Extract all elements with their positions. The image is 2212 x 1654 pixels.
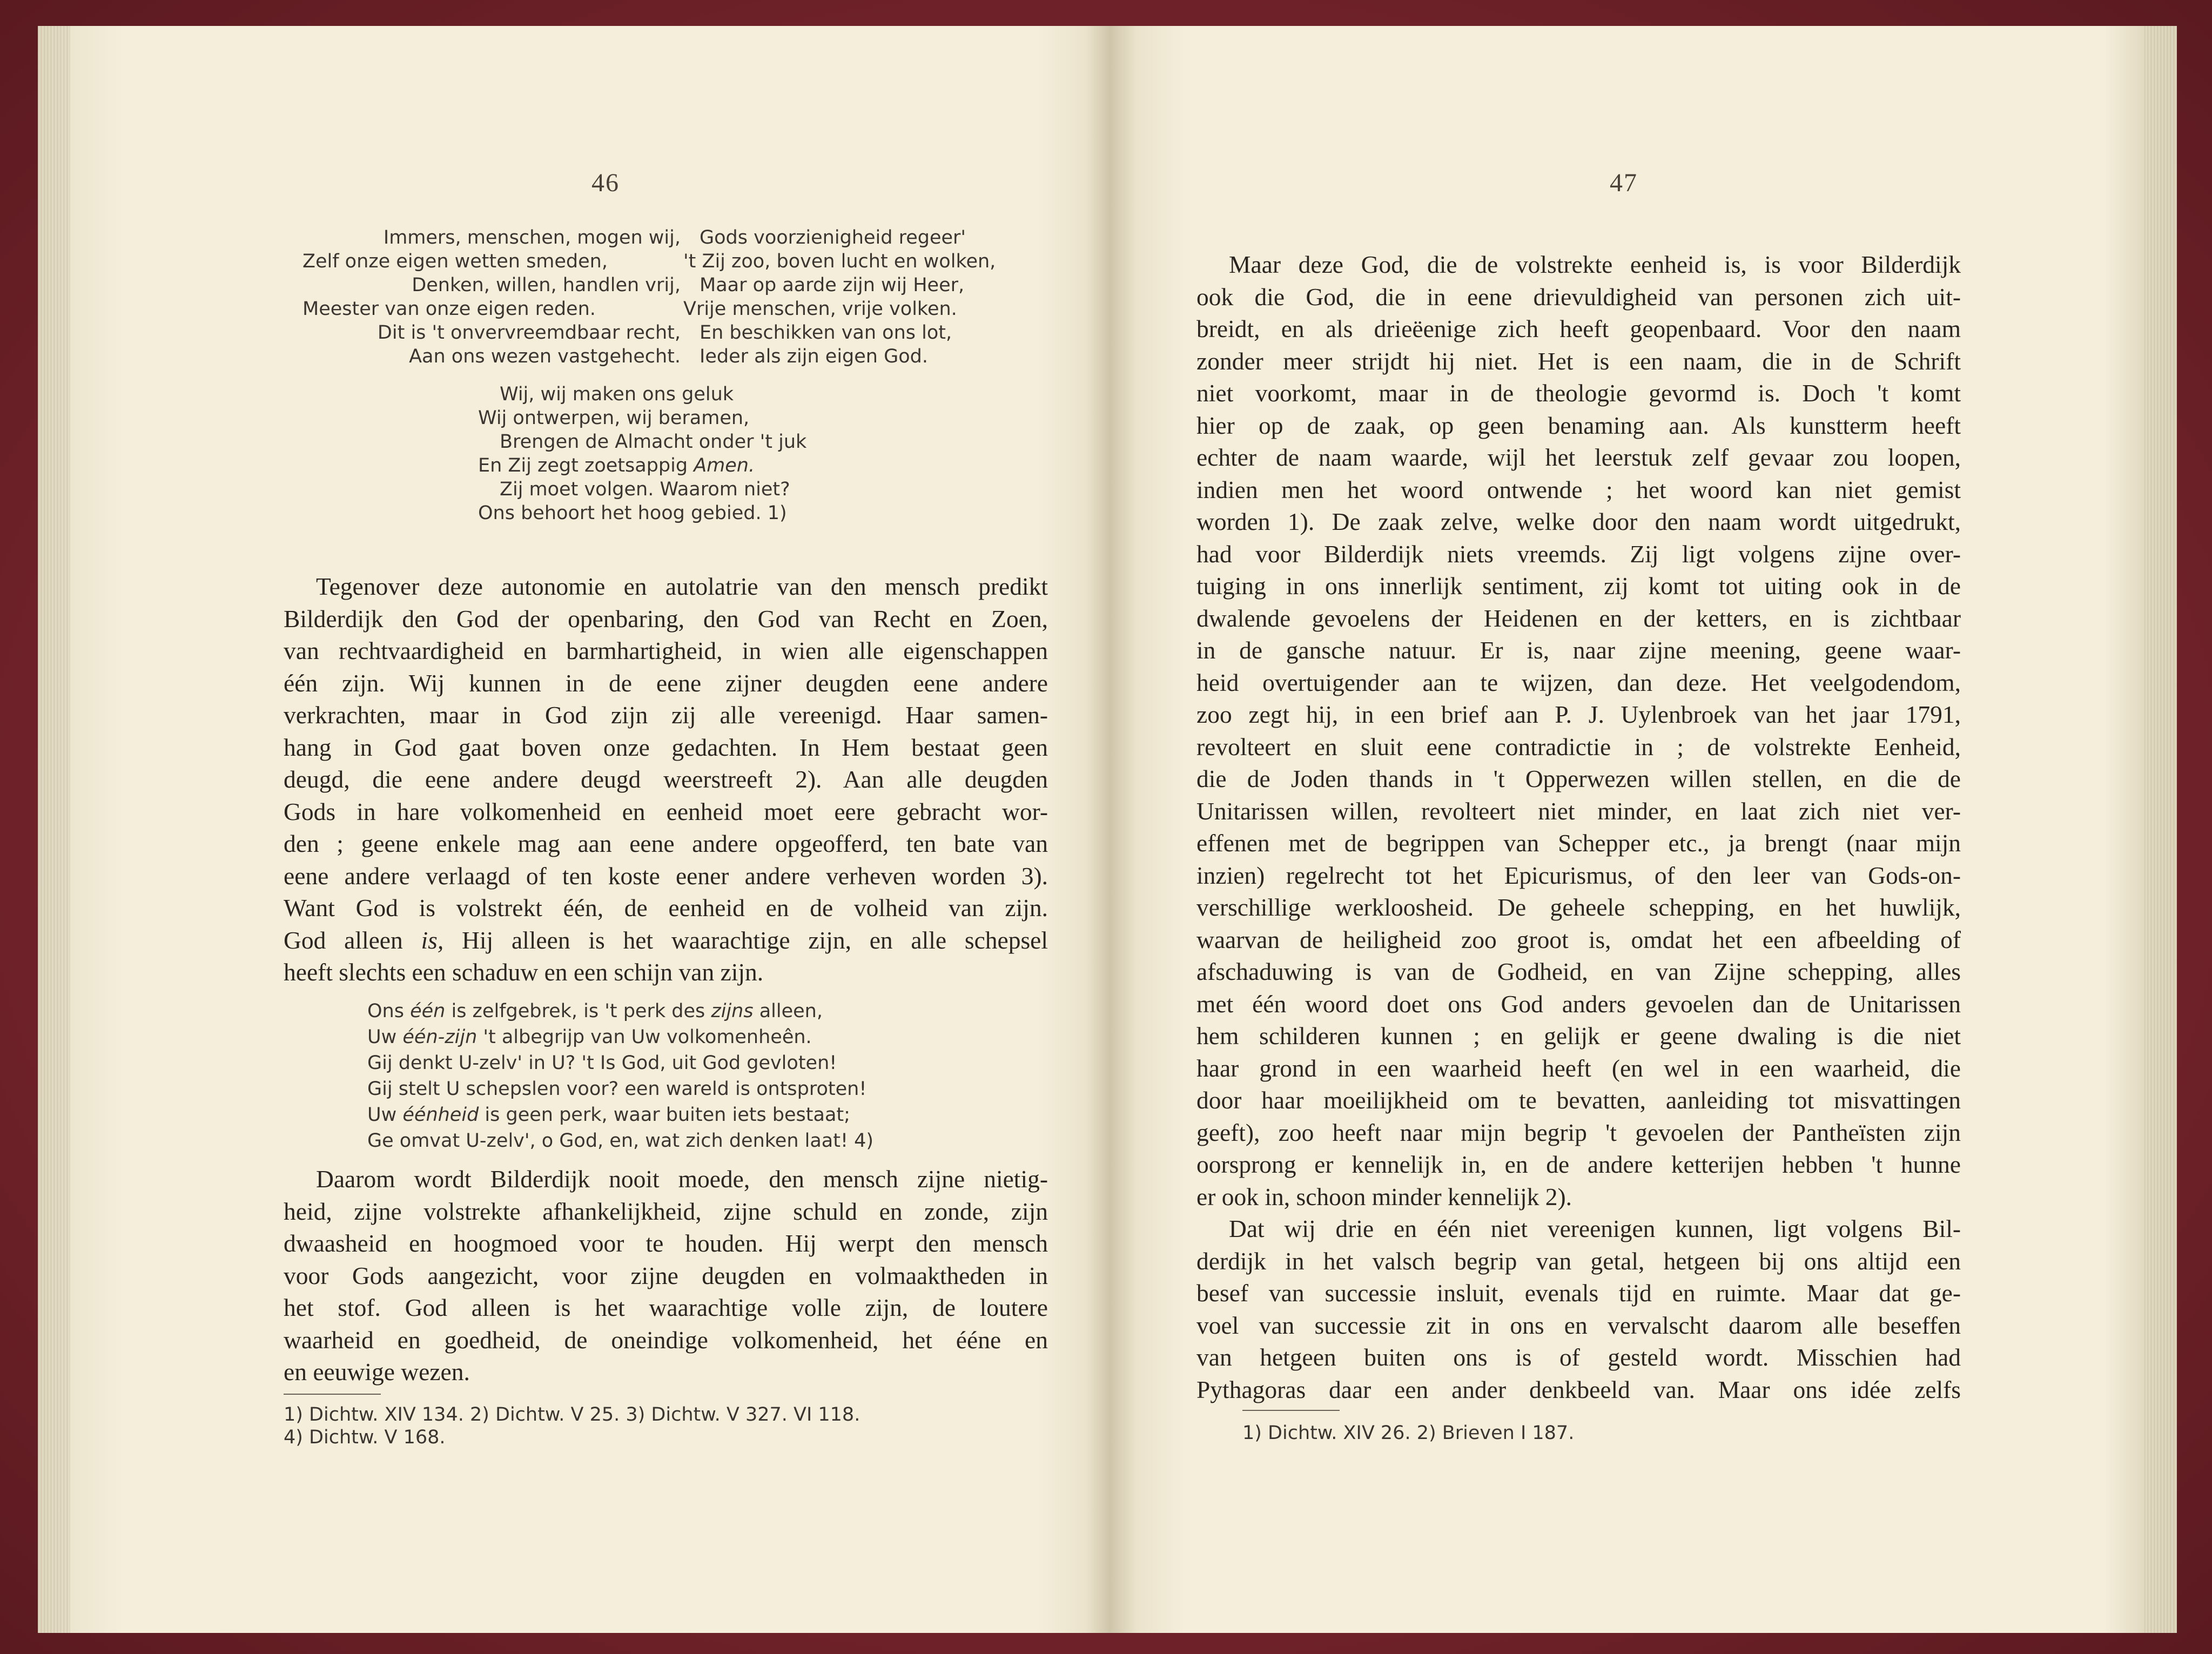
- paragraph-right-1: [1196, 248, 1961, 1406]
- verse-line: [367, 998, 873, 1024]
- verse-stanza-2: [367, 998, 873, 1154]
- footnote-rule: [1242, 1410, 1340, 1411]
- text-line: heid overtuigender aan te wijzen, dan deze. Het veelgodendom,: [1196, 668, 1961, 696]
- verse-line: [478, 454, 806, 478]
- text-line: Dat wij drie en één niet vereenigen kunnen, ligt volgens Bil-: [1229, 1215, 1961, 1242]
- verse-line: En beschikken van ons lot,: [700, 322, 952, 344]
- verse-line: Immers, menschen, mogen wij,: [383, 227, 681, 248]
- verse-line: Wij, wij maken ons geluk: [500, 384, 734, 405]
- text-line: revolteert en sluit eene contradictie in ; de volstrekte Eenheid,: [1196, 732, 1961, 761]
- text-line: één zijn. Wij kunnen in de eene zijner deugden eene andere: [284, 669, 1048, 697]
- text-line: hang in God gaat boven onze gedachten. In Hem bestaat geen: [284, 733, 1048, 761]
- text-run: Hij alleen is het waarachtige zijn, en alle schepsel: [462, 926, 1048, 954]
- verse-line: Maar op aarde zijn wij Heer,: [700, 274, 965, 296]
- verse-text: Uw: [367, 1026, 403, 1048]
- text-line: echter de naam waarde, wijl het leerstuk zelf gevaar zou loopen,: [1196, 443, 1961, 471]
- verse-text: alleen,: [753, 1000, 823, 1022]
- text-line: voel van successie zit in ons en vervalscht daarom alle beseffen: [1196, 1311, 1961, 1339]
- verse-line: Zij moet volgen. Waarom niet?: [500, 479, 790, 500]
- verse-line: Vrije menschen, vrije volken.: [683, 298, 957, 320]
- verse-italic: Amen.: [694, 455, 755, 476]
- verse-text: En Zij zegt zoetsappig: [478, 455, 688, 476]
- left-page: [38, 26, 1111, 1633]
- footnote-line: 1) Dichtw. XIV 26. 2) Brieven I 187.: [1242, 1422, 1575, 1444]
- verse-line: Gij denkt U-zelv' in U? 't Is God, uit God gevloten!: [367, 1052, 837, 1074]
- verse-italic: één: [410, 1000, 446, 1022]
- verse-text: is geen perk, waar buiten iets bestaat;: [479, 1104, 850, 1126]
- text-line: Bilderdijk den God der openbaring, den God van Recht en Zoen,: [284, 604, 1048, 633]
- paragraph-left-2: [284, 1163, 1048, 1388]
- text-line: haar grond in een waarheid heeft (en wel in een waarheid, die: [1196, 1054, 1961, 1082]
- verse-column-right: [683, 226, 996, 368]
- text-line: van rechtvaardigheid en barmhartigheid, in wien alle eigenschappen: [284, 637, 1048, 664]
- text-line: in de gansche natuur. Er is, naar zijne meening, geene waar-: [1196, 636, 1961, 664]
- verse-line: Wij ontwerpen, wij beramen,: [478, 407, 750, 429]
- text-line: Want God is volstrekt één, de eenheid en de volheid van zijn.: [284, 894, 1048, 922]
- text-line: eene andere verlaagd of ten koste eener andere verheven worden 3).: [284, 862, 1048, 890]
- text-line: deugd, die eene andere deugd weerstreeft 2). Aan alle deugden: [284, 765, 1048, 793]
- paragraph-left-1: [284, 570, 1048, 989]
- text-line: den ; geene enkele mag aan eene andere opgeofferd, ten bate van: [284, 830, 1048, 857]
- footnote-line: 1) Dichtw. XIV 134. 2) Dichtw. V 25. 3) Dichtw. V 327. VI 118.: [284, 1404, 860, 1426]
- text-line: voor Gods aangezicht, voor zijne deugden en volmaaktheden in: [284, 1261, 1048, 1289]
- verse-line: [367, 1024, 873, 1050]
- text-line: dwalende gevoelens der Heidenen en der ketters, en is zichtbaar: [1196, 604, 1961, 632]
- text-line: Unitarissen willen, revolteert niet minder, en laat zich niet ver-: [1196, 797, 1961, 825]
- verse-text: 't albegrijp van Uw volkomenheên.: [477, 1026, 812, 1048]
- footnote-line: 4) Dichtw. V 168.: [284, 1427, 446, 1448]
- text-line: ook die God, die in eene drievuldigheid van personen zich uit-: [1196, 283, 1961, 311]
- text-line: derdijk in het valsch begrip van getal, hetgeen bij ons altijd een: [1196, 1247, 1961, 1275]
- text-line: [284, 924, 1048, 957]
- text-line: niet voorkomt, maar in de theologie gevormd is. Doch 't komt: [1196, 379, 1961, 407]
- text-line: het stof. God alleen is het waarachtige volle zijn, de loutere: [284, 1294, 1048, 1321]
- text-line: heid, zijne volstrekte afhankelijkheid, zijne schuld en zonde, zijn: [284, 1197, 1048, 1225]
- page-edges-left: [38, 26, 70, 1633]
- verse-line: Brengen de Almacht onder 't juk: [500, 431, 807, 453]
- text-line: heeft slechts een schaduw en een schijn van zijn.: [284, 958, 764, 986]
- text-line: geeft), zoo heeft naar mijn begrip 't gevoelen der Pantheïsten zijn: [1196, 1118, 1961, 1146]
- page-edges-right: [2144, 26, 2177, 1633]
- text-line: worden 1). De zaak zelve, welke door den naam wordt uitgedrukt,: [1196, 508, 1961, 535]
- text-line: waarvan de heiligheid zoo groot is, omdat het een afbeelding of: [1196, 925, 1961, 953]
- text-line: tuiging in ons innerlijk sentiment, zij komt tot uiting ook in de: [1196, 572, 1961, 600]
- text-line: dwaasheid en hoogmoed voor te houden. Hij werpt den mensch: [284, 1229, 1048, 1257]
- verse-line: [367, 1102, 873, 1128]
- verse-line: Denken, willen, handlen vrij,: [412, 274, 681, 296]
- verse-line: Dit is 't onvervreemdbaar recht,: [377, 322, 681, 344]
- verse-line: Meester van onze eigen reden.: [302, 298, 596, 320]
- text-line: Tegenover deze autonomie en autolatrie van den mensch predikt: [316, 573, 1048, 600]
- text-line: hier op de zaak, op geen benaming aan. Als kunstterm heeft: [1196, 411, 1961, 439]
- text-line: er ook in, schoon minder kennelijk 2).: [1196, 1182, 1572, 1211]
- text-line: Gods in hare volkomenheid en eenheid moet eere gebracht wor-: [284, 797, 1048, 825]
- text-line: waarheid en goedheid, de oneindige volkomenheid, het ééne en: [284, 1326, 1048, 1354]
- verse-line: Ieder als zijn eigen God.: [700, 346, 928, 367]
- text-italic: is,: [421, 926, 444, 954]
- text-line: die de Joden thands in 't Opperwezen willen stellen, en die de: [1196, 765, 1961, 792]
- verse-line: Aan ons wezen vastgehecht.: [409, 346, 681, 367]
- verse-line: Gij stelt U schepslen voor? een wareld is ontsproten!: [367, 1078, 867, 1100]
- verse-text: Uw: [367, 1104, 403, 1126]
- text-line: inzien) regelrecht tot het Epicurismus, of den leer van Gods-on-: [1196, 861, 1961, 889]
- verse-line: 't Zij zoo, boven lucht en wolken,: [683, 251, 996, 272]
- text-line: verschillige werkloosheid. De geheele schepping, en het huwlijk,: [1196, 893, 1961, 921]
- verse-italic: één-zijn: [402, 1026, 478, 1048]
- right-page: [1110, 26, 2177, 1633]
- verse-text: is zelfgebrek, is 't perk des: [445, 1000, 711, 1022]
- text-run: God alleen: [284, 926, 403, 954]
- verse-line: Zelf onze eigen wetten smeden,: [302, 251, 608, 272]
- text-line: Pythagoras daar een ander denkbeeld van. Maar ons idée zelfs: [1196, 1375, 1961, 1403]
- footnotes-right: [1242, 1422, 1574, 1444]
- verse-italic: zijns: [711, 1000, 754, 1022]
- verse-text: Ons: [367, 1000, 411, 1022]
- text-line: had voor Bilderdijk niets vreemds. Zij ligt volgens zijne over-: [1196, 540, 1961, 568]
- text-line: afschaduwing is van de Godheid, en van Zijne schepping, alles: [1196, 958, 1961, 985]
- verse-line: Ge omvat U-zelv', o God, en, wat zich denken laat! 4): [367, 1130, 874, 1152]
- footnotes-left: [284, 1403, 860, 1449]
- verse-column-left: [302, 226, 681, 368]
- verse-line: Gods voorzienigheid regeer': [700, 227, 966, 248]
- text-line: oorsprong er kennelijk in, en de andere ketterijen hebben 't hunne: [1196, 1151, 1961, 1178]
- text-line: besef van successie insluit, evenals tijd en ruimte. Maar dat ge-: [1196, 1279, 1961, 1307]
- text-line: effenen met de begrippen van Schepper etc., ja brengt (naar mijn: [1196, 829, 1961, 857]
- text-line: indien men het woord ontwende ; het woord kan niet gemist: [1196, 475, 1961, 503]
- verse-italic: éénheid: [402, 1104, 479, 1126]
- text-line: Daarom wordt Bilderdijk nooit moede, den mensch zijne nietig-: [316, 1165, 1048, 1193]
- text-line: van hetgeen buiten ons is of gesteld wordt. Misschien had: [1196, 1343, 1961, 1371]
- text-line: hem schilderen kunnen ; en gelijk er geene dwaling is die niet: [1196, 1022, 1961, 1050]
- text-line: Maar deze God, die de volstrekte eenheid is, is voor Bilderdijk: [1229, 251, 1961, 278]
- verse-stanza-center: [478, 382, 806, 525]
- footnote-rule: [284, 1394, 381, 1395]
- page-number-left: 46: [591, 169, 620, 197]
- page-number-right: 47: [1610, 169, 1638, 197]
- text-line: en eeuwige wezen.: [284, 1358, 470, 1386]
- text-line: zoo zegt hij, in een brief aan P. J. Uylenbroek van het jaar 1791,: [1196, 701, 1961, 728]
- book-spread: [38, 26, 2177, 1633]
- text-line: breidt, en als drieëenige zich heeft geopenbaard. Voor den naam: [1196, 315, 1961, 342]
- text-line: verkrachten, maar in God zijn zij alle vereenigd. Haar samen-: [284, 701, 1048, 729]
- text-line: door haar moeilijkheid om te bevatten, aanleiding tot misvattingen: [1196, 1086, 1961, 1114]
- text-line: met één woord doet ons God anders gevoelen dan de Unitarissen: [1196, 990, 1961, 1018]
- text-line: zonder meer strijdt hij niet. Het is een naam, die in de Schrift: [1196, 347, 1961, 375]
- verse-line: Ons behoort het hoog gebied. 1): [478, 502, 787, 524]
